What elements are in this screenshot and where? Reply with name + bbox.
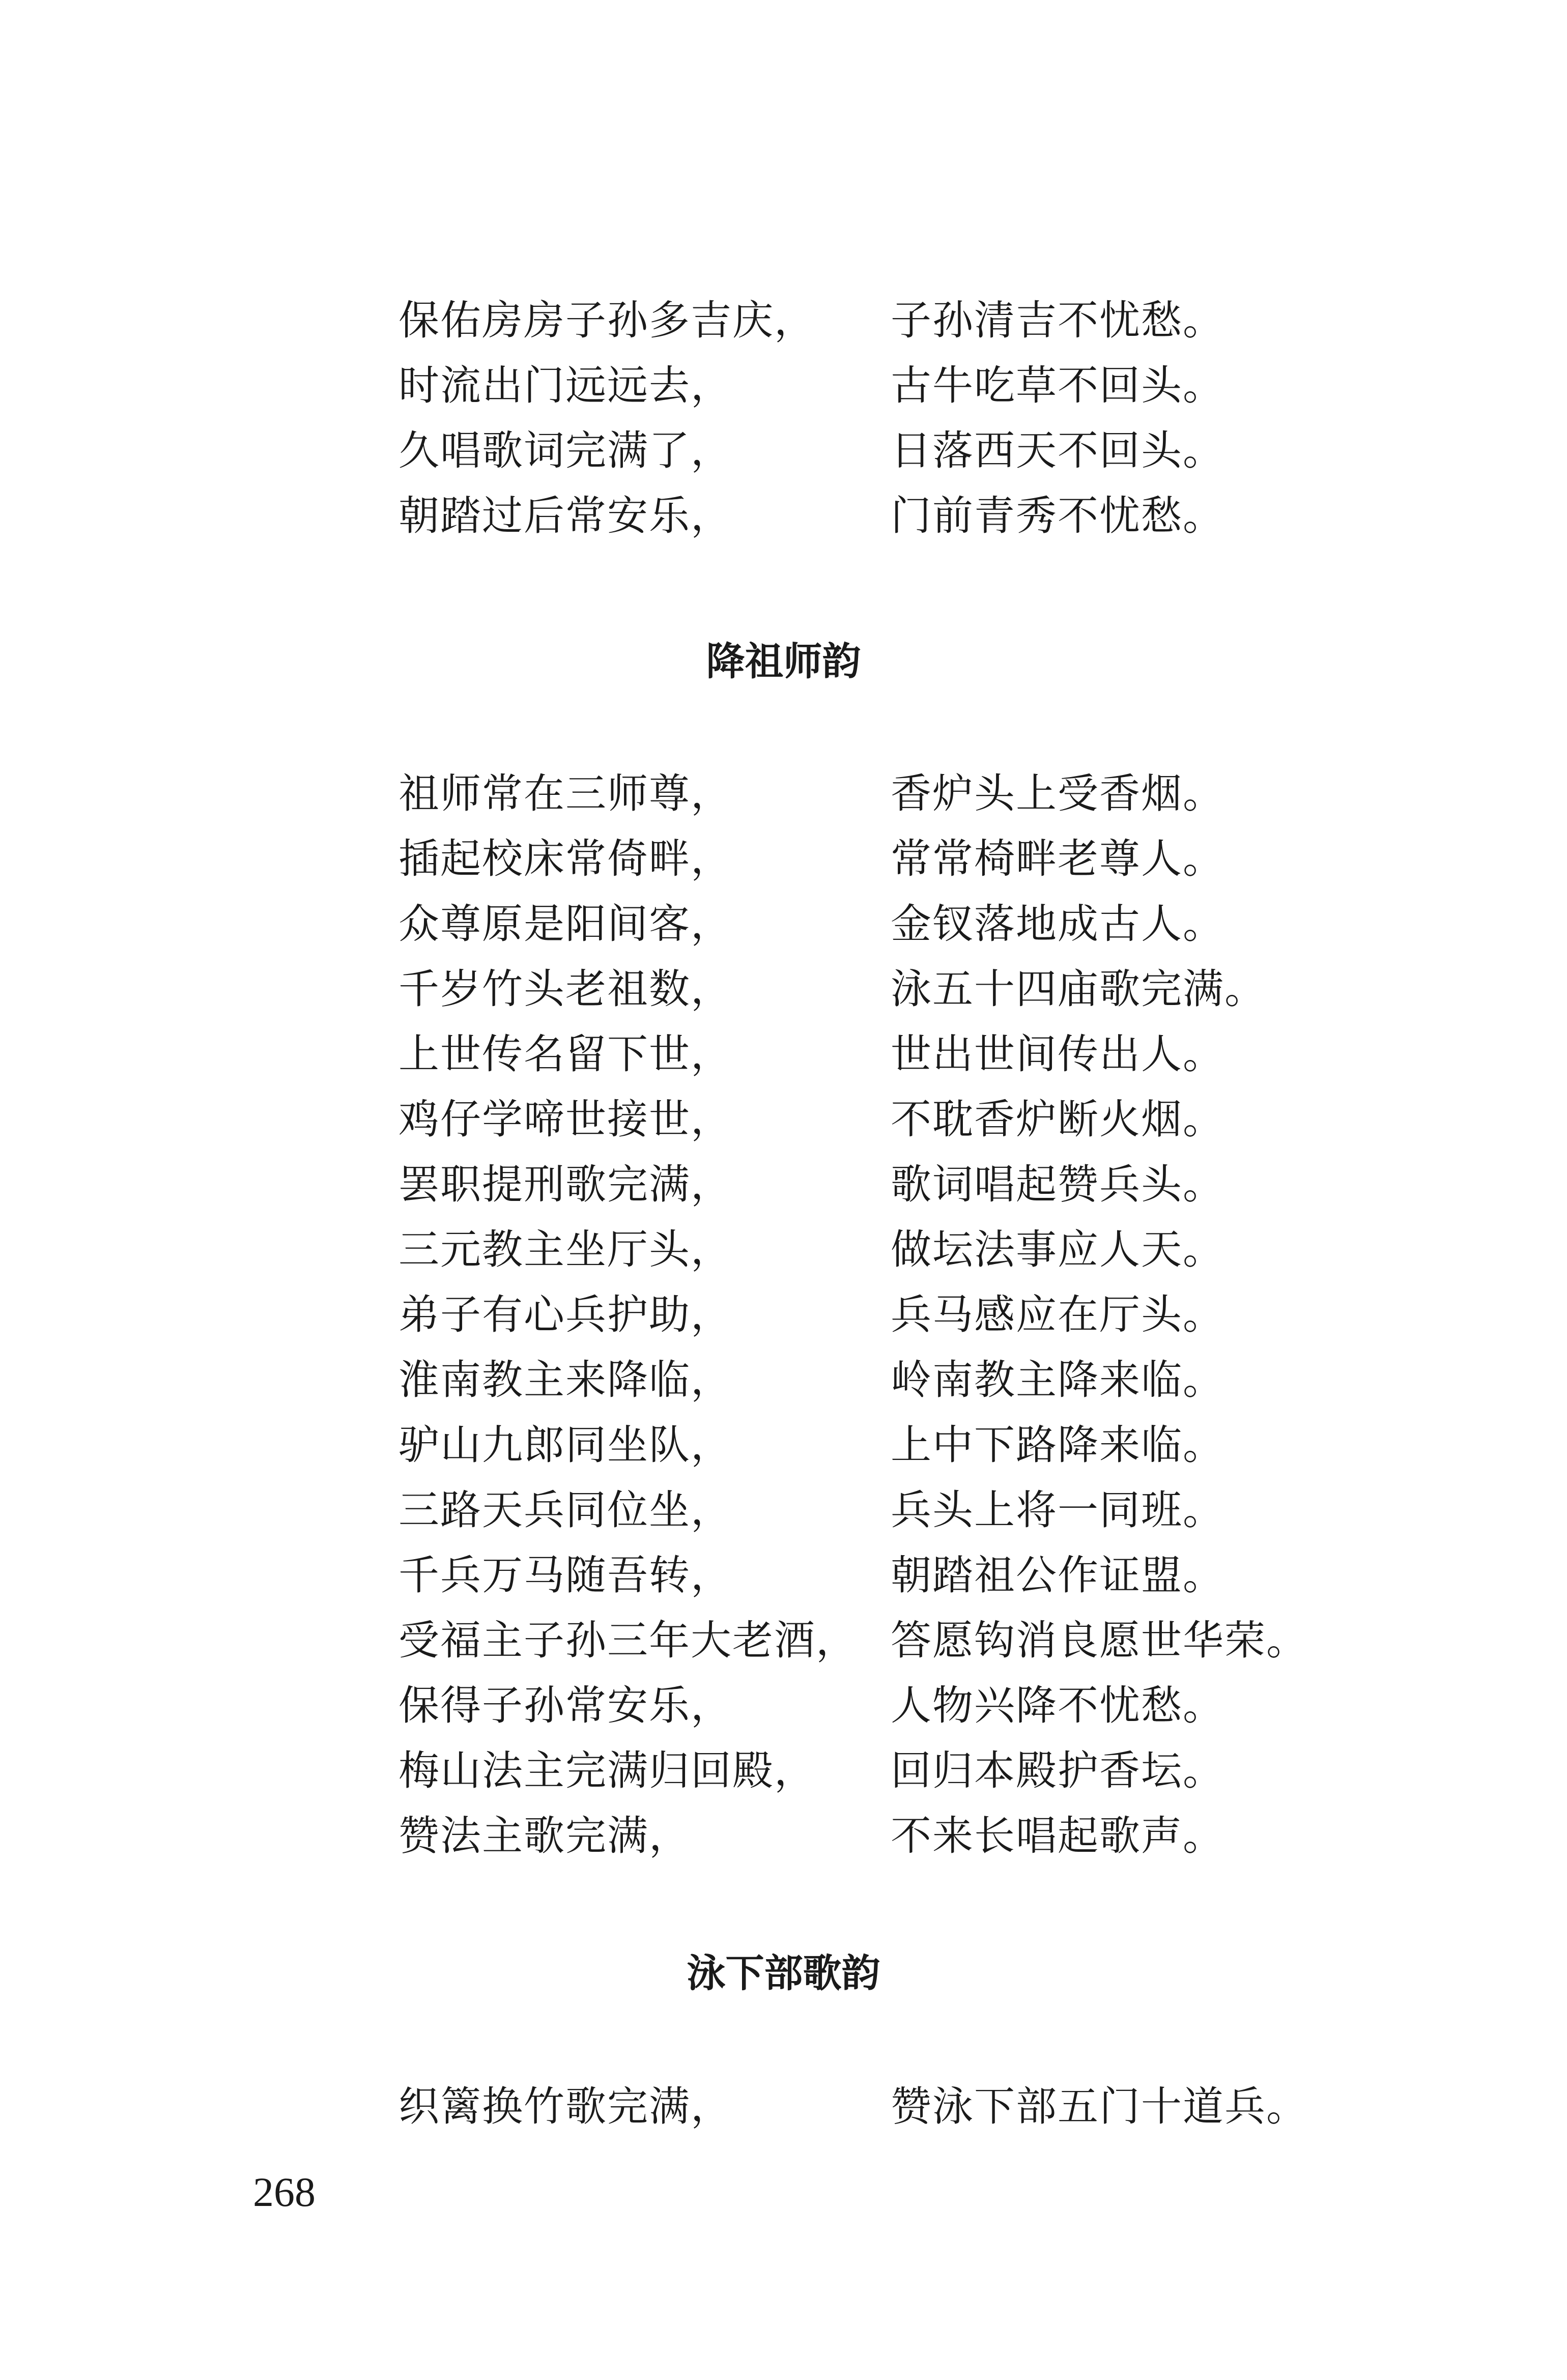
section-2-title: 降祖师韵: [706, 639, 861, 684]
verse-right: 朝踏祖公作证盟。: [891, 1552, 1224, 1599]
verse-left: 赞法主歌完满，: [398, 1812, 691, 1859]
verse-right: 金钗落地成古人。: [891, 900, 1224, 948]
verse-left: 受福主子孙三年大老酒，: [398, 1617, 858, 1664]
verse-right: 不来长唱起歌声。: [891, 1812, 1224, 1859]
verse-right: 门前青秀不忧愁。: [891, 492, 1224, 539]
verse-left: 鸡仔学啼世接世，: [398, 1096, 732, 1143]
verse-right: 做坛法事应人天。: [891, 1226, 1224, 1273]
verse-left: 千兵万马随吾转，: [398, 1552, 732, 1599]
verse-right: 回归本殿护香坛。: [891, 1747, 1224, 1794]
verse-right: 上中下路降来临。: [891, 1421, 1224, 1469]
verse-left: 时流出门远远去，: [398, 362, 732, 409]
verse-right: 赞泳下部五门十道兵。: [891, 2083, 1308, 2130]
verse-left: 千岁竹头老祖数，: [398, 965, 732, 1013]
verse-right: 人物兴降不忧愁。: [891, 1682, 1224, 1729]
verse-right: 子孙清吉不忧愁。: [891, 297, 1224, 344]
verse-right: 答愿钩消良愿世华荣。: [891, 1617, 1308, 1664]
verse-left: 祖师常在三师尊，: [398, 770, 732, 817]
verse-right: 岭南教主降来临。: [891, 1356, 1224, 1403]
verse-left: 罢职提刑歌完满，: [398, 1161, 732, 1208]
verse-left: 朝踏过后常安乐，: [398, 492, 732, 539]
verse-left: 淮南教主来降临，: [398, 1356, 732, 1403]
verse-left: 梅山法主完满归回殿，: [398, 1747, 816, 1794]
page-number: 268: [253, 2169, 316, 2215]
verse-left: 三元教主坐厅头，: [398, 1226, 732, 1273]
verse-right: 兵马感应在厅头。: [891, 1291, 1224, 1338]
verse-left: 三路天兵同位坐，: [398, 1486, 732, 1534]
verse-right: 日落西天不回头。: [891, 427, 1224, 474]
verse-left: 保佑房房子孙多吉庆，: [398, 297, 816, 344]
verse-left: 插起校床常倚畔，: [398, 835, 732, 882]
section-3-title: 泳下部歌韵: [687, 1951, 880, 1996]
verse-right: 不耽香炉断火烟。: [891, 1096, 1224, 1143]
verse-left: 织篱换竹歌完满，: [398, 2083, 732, 2130]
verse-right: 歌词唱起赞兵头。: [891, 1161, 1224, 1208]
verse-right: 古牛吃草不回头。: [891, 362, 1224, 409]
verse-right: 泳五十四庙歌完满。: [891, 965, 1266, 1013]
verse-right: 香炉头上受香烟。: [891, 770, 1224, 817]
verse-left: 众尊原是阳间客，: [398, 900, 732, 948]
verse-right: 世出世间传出人。: [891, 1030, 1224, 1078]
verse-right: 常常椅畔老尊人。: [891, 835, 1224, 882]
verse-left: 久唱歌词完满了，: [398, 427, 732, 474]
verse-right: 兵头上将一同班。: [891, 1486, 1224, 1534]
verse-left: 驴山九郎同坐队，: [398, 1421, 732, 1469]
verse-left: 上世传名留下世，: [398, 1030, 732, 1078]
verse-left: 保得子孙常安乐，: [398, 1682, 732, 1729]
verse-left: 弟子有心兵护助，: [398, 1291, 732, 1338]
